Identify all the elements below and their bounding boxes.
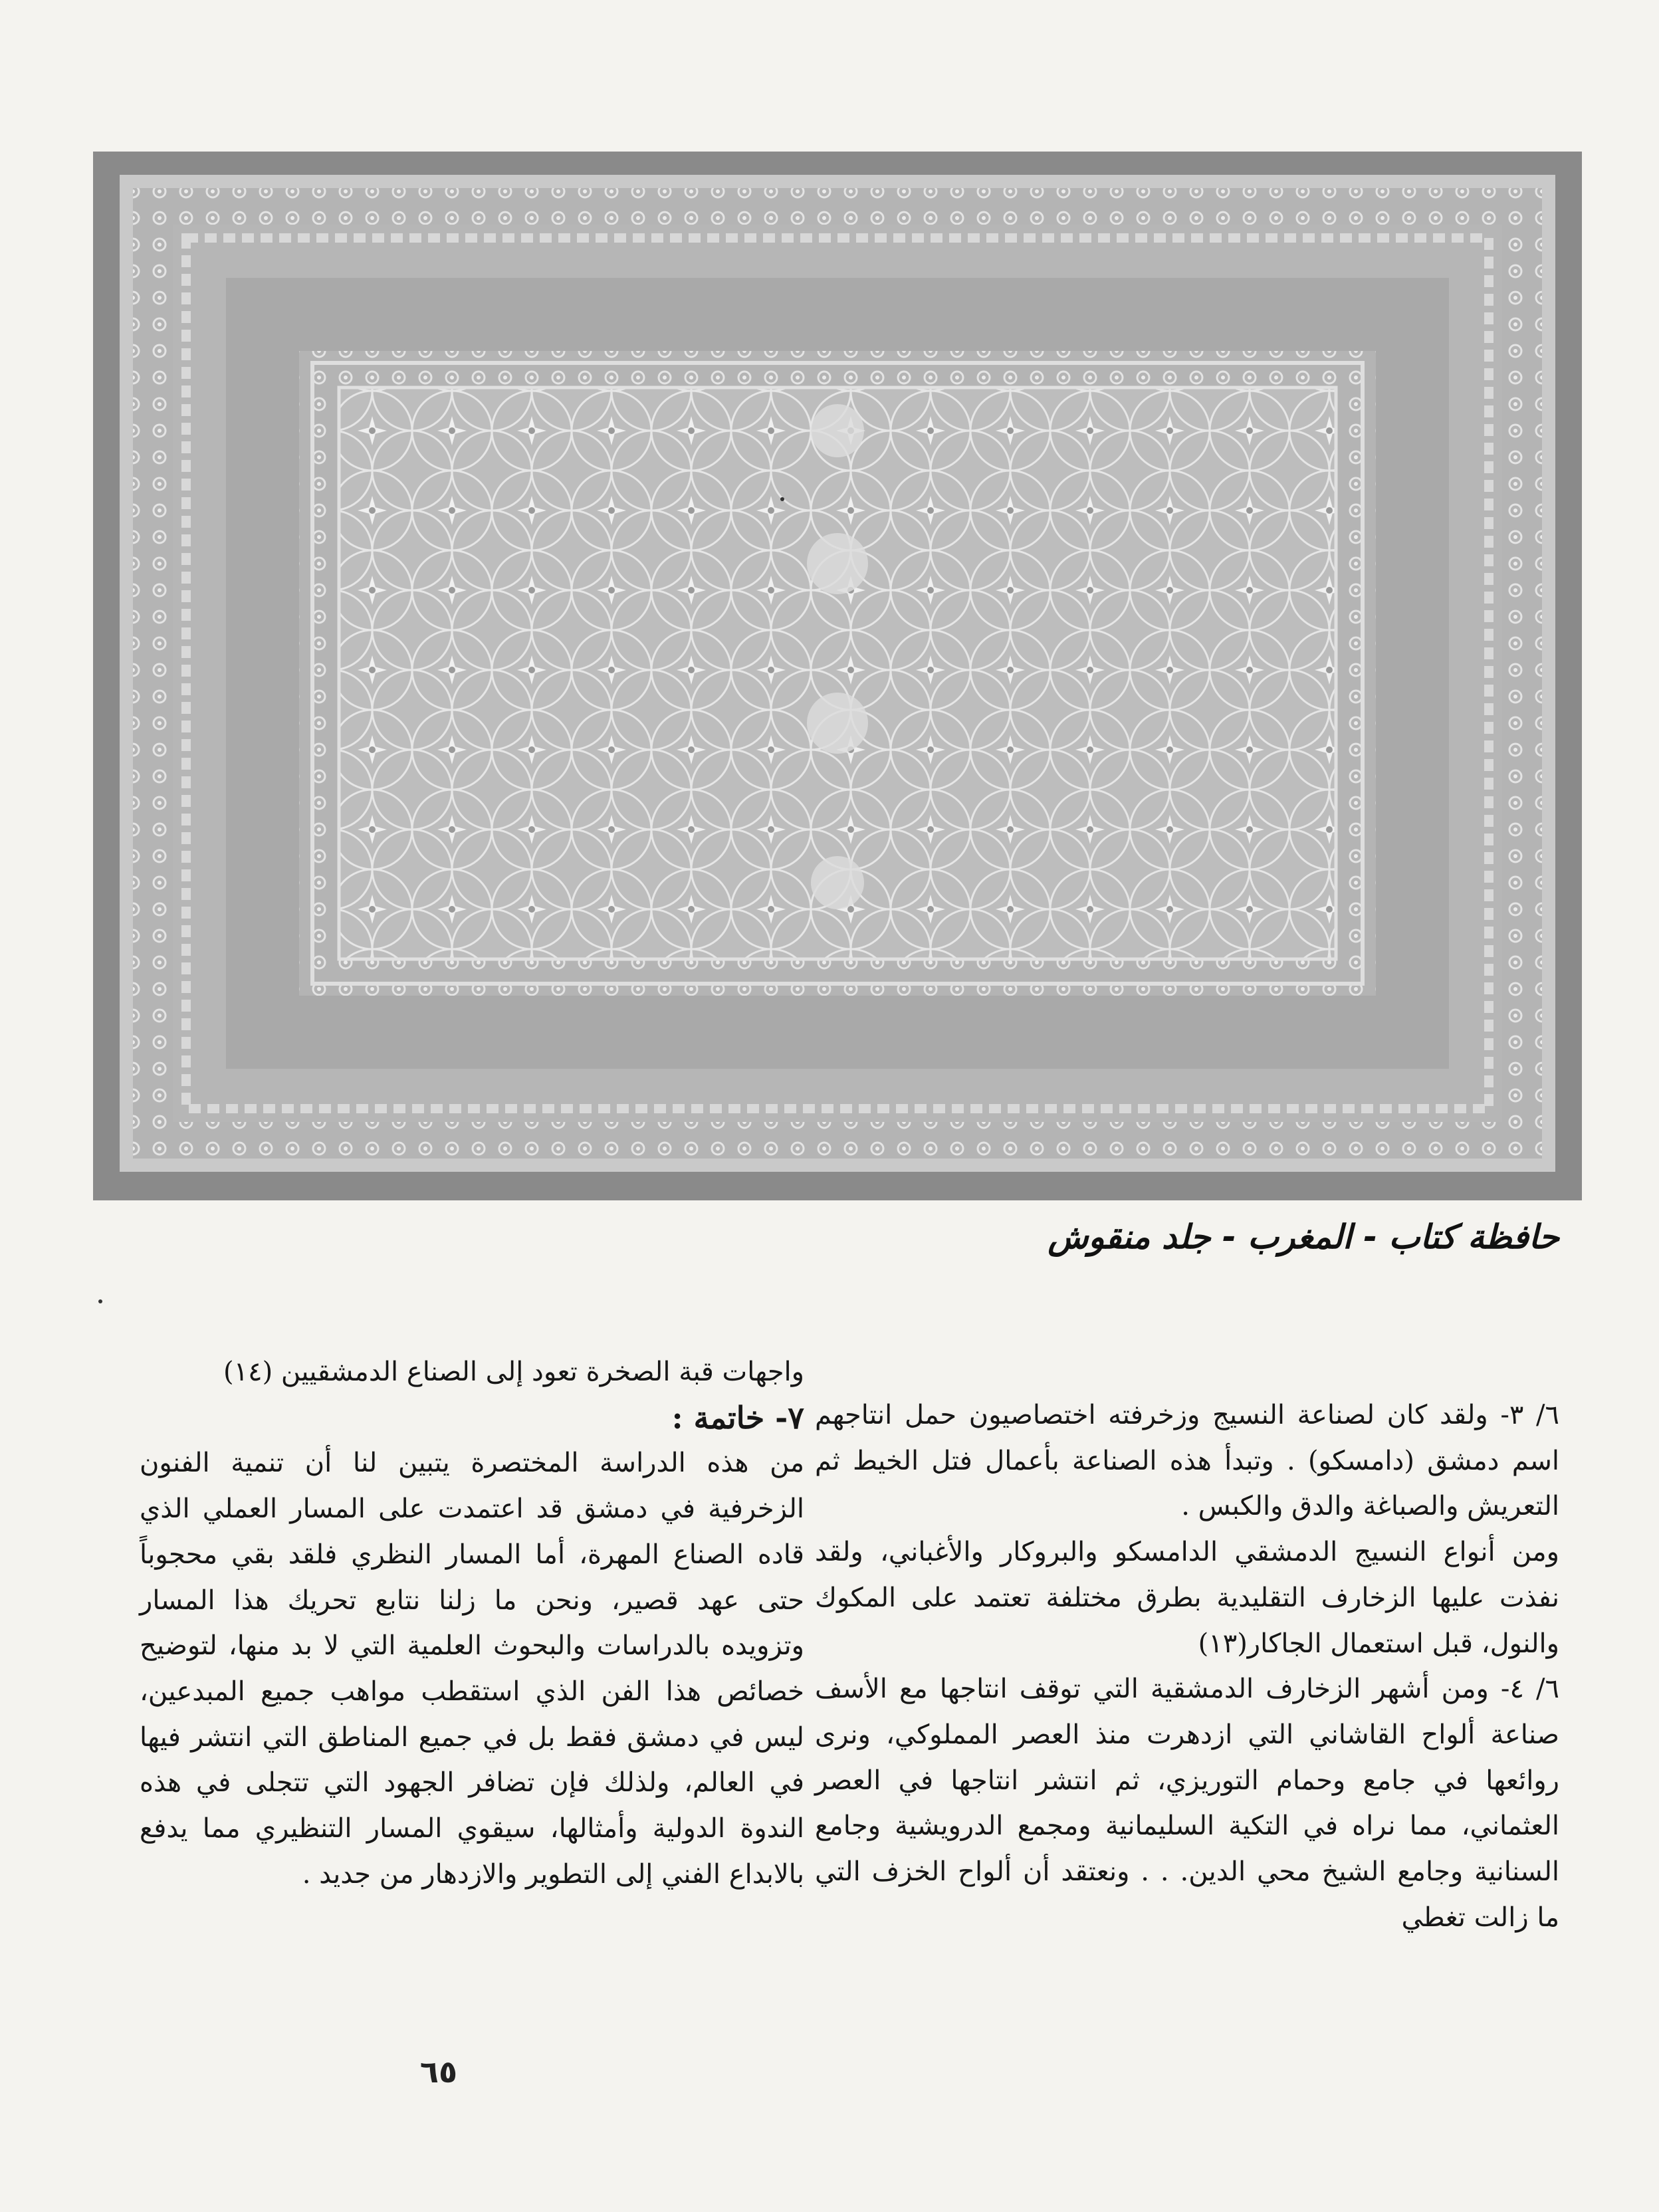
scan-speck	[780, 497, 784, 501]
right-text-column	[815, 1392, 1559, 1940]
left-text-column	[140, 1349, 804, 1897]
paragraph-textile-types: ومن أنواع النسيج الدمشقي الدامسكو والبروكار والأغباني، ولقد نفذت عليها الزخارف التقليدية بطرق مختلفة تعتمد على المكوك والنول، قبل استعمال الجاكار(١٣)	[815, 1537, 1559, 1659]
paragraph-textile: ٦/ ٣- ولقد كان لصناعة النسيج وزخرفته اختصاصيون حمل انتاجهم اسم دمشق (دامسكو) . وتبدأ هذه الصناعة بأعمال فتل الخيط ثم التعريش والصباغة والدق والكبس .	[815, 1400, 1559, 1522]
section-heading-conclusion: ٧- خاتمة :	[671, 1399, 804, 1436]
photo-caption: حافظة كتاب - المغرب - جلد منقوش	[1048, 1218, 1559, 1256]
page-number: ٦٥	[419, 2054, 458, 2090]
book-cover-photo	[93, 152, 1582, 1200]
paragraph-dome-continuation: واجهات قبة الصخرة تعود إلى الصناع الدمشقيين (١٤)	[223, 1357, 804, 1387]
paragraph-conclusion: من هذه الدراسة المختصرة يتبين لنا أن تنمية الفنون الزخرفية في دمشق قد اعتمدت على المسار العملي الذي قاده الصناع المهرة، أما المسار النظري فلقد بقي محجوباً حتى عهد قصير، ونحن ما زلنا نتابع تحريك هذا المسار وتزويده بالدراسات والبحوث العلمية التي لا بد منها، لتوضيح خصائص هذا الفن الذي استقطب مواهب جميع المبدعين، ليس في دمشق فقط بل في جميع المناطق التي انتشر فيها في العالم، ولذلك فإن تضافر الجهود التي تتجلى في هذه الندوة الدولية وأمثالها، سيقوي المسار التنظيري مما يدفع بالابداع الفني إلى التطوير والازدهار من جديد .	[140, 1448, 804, 1890]
paragraph-qashani: ٦/ ٤- ومن أشهر الزخارف الدمشقية التي توقف انتاجها مع الأسف صناعة ألواح القاشاني التي ازدهرت منذ العصر المملوكي، ونرى روائعها في جامع وحمام التوريزي، ثم انتشر انتاجها في العصر العثماني، مما نراه في التكية السليمانية ومجمع الدرويشية وجامع السنانية وجامع الشيخ محي الدين. . . ونعتقد أن ألواح الخزف التي ما زالت تغطي	[815, 1674, 1560, 1933]
scan-speck	[98, 1299, 102, 1303]
